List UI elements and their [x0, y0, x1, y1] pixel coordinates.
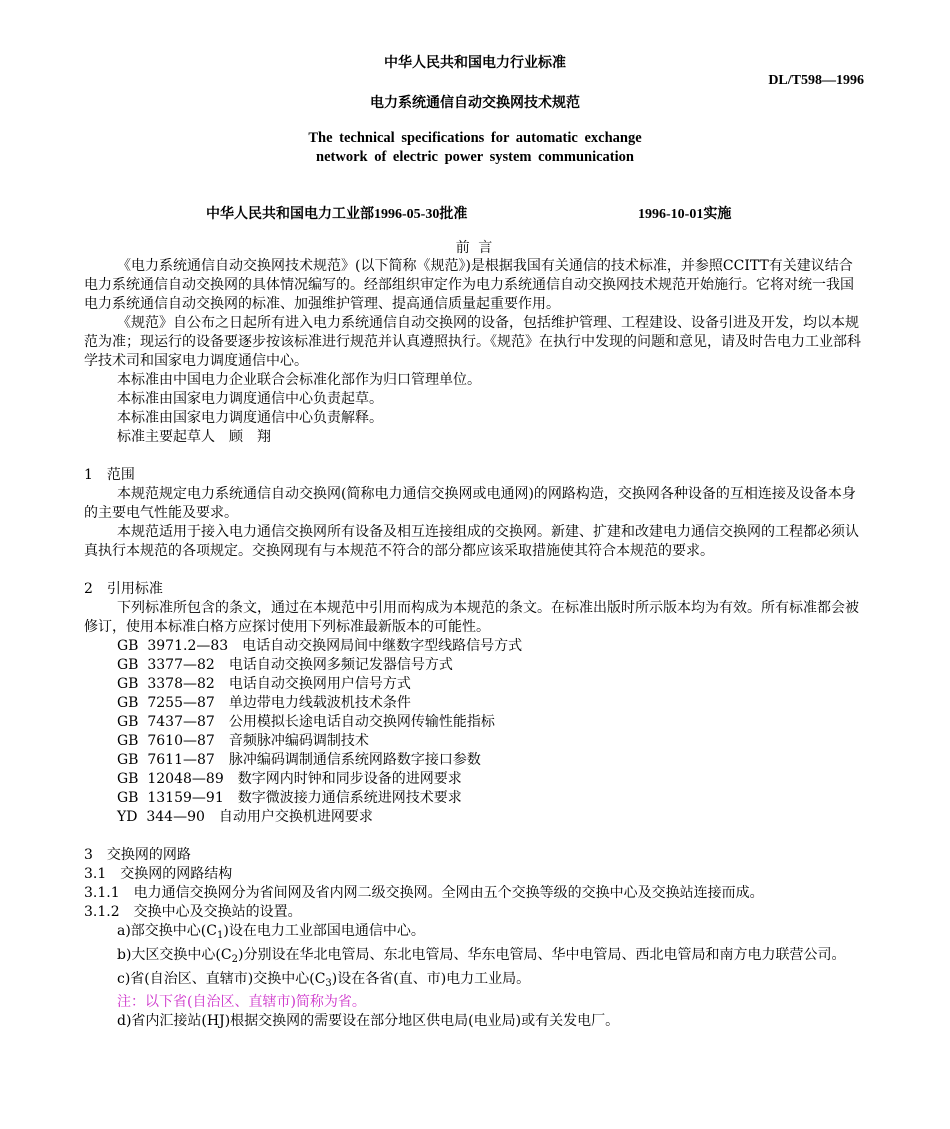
subsection-heading: 3.1 交换网的网路结构	[84, 866, 233, 882]
section-paragraph: 本规范规定电力系统通信自动交换网(简称电力通信交换网或电通网)的网路构造，交换网各种设备的互相连接及设备本身的主要电气性能及要求。	[84, 486, 856, 521]
standard-item: GB 3377—82 电话自动交换网多频记发器信号方式	[117, 657, 453, 673]
preface-paragraph: 《电力系统通信自动交换网技术规范》(以下简称《规范》)是根据我国有关通信的技术标准，并参照CCITT有关建议结合电力系统通信自动交换网的具体情况编写的。经部组织审定作为电力系统通信自动交换网技术规范开始施行。它将对统一我国电力系统通信自动交换网的标准、加强维护管理、提高通信质量起重要作用。	[84, 258, 854, 312]
standard-item: YD 344—90 自动用户交换机进网要求	[117, 809, 373, 825]
preface-title: 前 言	[455, 240, 495, 256]
document-body	[84, 257, 866, 1031]
clause-item-b	[84, 945, 866, 970]
item-c-subscript: 3	[325, 978, 332, 989]
item-a-text: a)部交换中心(C	[117, 923, 217, 939]
item-b-text: b)大区交换中心(C	[117, 947, 232, 963]
section-paragraph: 下列标准所包含的条文，通过在本规范中引用而构成为本规范的条文。在标准出版时所示版本均为有效。所有标准都会被修订，使用本标准白格方应探讨使用下列标准最新版本的可能性。	[84, 600, 859, 635]
section-paragraph: 本规范适用于接入电力通信交换网所有设备及相互连接组成的交换网。新建、扩建和改建电力通信交换网的工程都必须认真执行本规范的各项规定。交换网现有与本规范不符合的部分都应该采取措施使其符合本规范的要求。	[84, 524, 859, 559]
title-en-line-2: network of electric power system communication	[316, 149, 634, 165]
standard-item: GB 13159—91 数字微波接力通信系统进网技术要求	[117, 790, 462, 806]
section-heading-2: 2 引用标准	[84, 581, 163, 597]
implementation-date: 1996-10-01实施	[638, 207, 732, 222]
clause-item-a	[84, 922, 866, 945]
item-b-subscript: 2	[231, 954, 238, 965]
item-b-text-end: )分别设在华北电管局、东北电管局、华东电管局、华中电管局、西北电管局和南方电力联营公司。	[237, 947, 846, 963]
clause-item-c	[84, 970, 866, 993]
preface-paragraph: 本标准由国家电力调度通信中心负责起草。	[117, 391, 383, 407]
item-c-text-end: )设在各省(直、市)电力工业局。	[331, 971, 531, 987]
standard-item: GB 12048—89 数字网内时钟和同步设备的进网要求	[117, 771, 462, 787]
approval-date: 中华人民共和国电力工业部1996-05-30批准	[206, 207, 468, 222]
item-a-text-end: )设在电力工业部国电通信中心。	[223, 923, 425, 939]
standard-item: GB 7437—87 公用模拟长途电话自动交换网传输性能指标	[117, 714, 495, 730]
item-c-text: c)省(自治区、直辖市)交换中心(C	[117, 971, 326, 987]
standard-item: GB 7610—87 音频脉冲编码调制技术	[117, 733, 369, 749]
preface-paragraph: 本标准由国家电力调度通信中心负责解释。	[117, 410, 383, 426]
standard-item: GB 7255—87 单边带电力线载波机技术条件	[117, 695, 411, 711]
section-heading-1: 1 范围	[84, 467, 135, 483]
standard-item: GB 3971.2—83 电话自动交换网局间中继数字型线路信号方式	[117, 638, 523, 654]
section-heading-3: 3 交换网的网路	[84, 847, 191, 863]
standard-item: GB 3378—82 电话自动交换网用户信号方式	[117, 676, 411, 692]
clause-item-d: d)省内汇接站(HJ)根据交换网的需要设在部分地区供电局(电业局)或有关发电厂。	[117, 1013, 620, 1029]
clause-3-1-2: 3.1.2 交换中心及交换站的设置。	[84, 904, 302, 920]
document-title-en	[0, 129, 950, 167]
document-title-cn: 电力系统通信自动交换网技术规范	[370, 95, 580, 111]
preface-paragraph: 《规范》自公布之日起所有进入电力系统通信自动交换网的设备，包括维护管理、工程建设、设备引进及开发，均以本规范为准；现运行的设备要逐步按该标准进行规范并认真遵照执行。《规范》在执行中发现的问题和意见，请及时告电力工业部科学技术司和国家电力调度通信中心。	[84, 315, 861, 369]
drafter-line: 标准主要起草人 顾 翔	[117, 429, 271, 445]
title-en-line-1: The technical specifications for automatic exchange	[308, 130, 642, 146]
clause-3-1-1: 3.1.1 电力通信交换网分为省间网及省内网二级交换网。全网由五个交换等级的交换中心及交换站连接而成。	[84, 885, 764, 901]
item-a-subscript: 1	[216, 930, 224, 941]
document-number: DL/T598—1996	[768, 73, 864, 88]
org-heading: 中华人民共和国电力行业标准	[384, 55, 566, 71]
preface-paragraph: 本标准由中国电力企业联合会标准化部作为归口管理单位。	[117, 372, 481, 388]
note-text: 注：以下省(自治区、直辖市)简称为省。	[117, 994, 366, 1010]
standard-item: GB 7611—87 脉冲编码调制通信系统网路数字接口参数	[117, 752, 481, 768]
